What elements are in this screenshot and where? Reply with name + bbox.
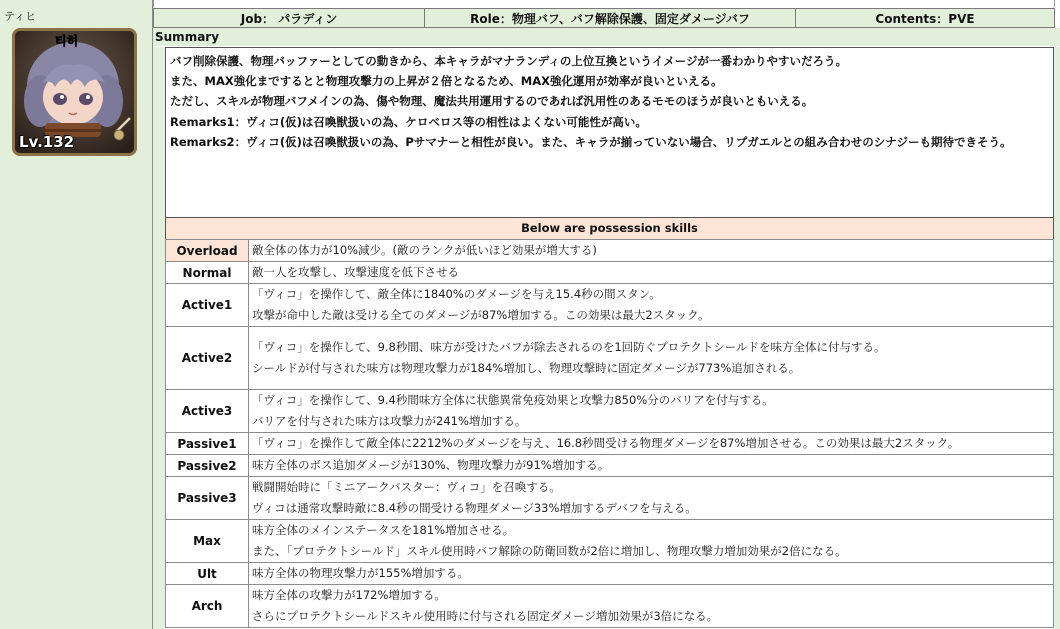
table-row	[166, 390, 1054, 433]
skill-line: さらにプロテクトシールドスキル使用時に付与される固定ダメージ増加効果が3倍になる。	[252, 609, 719, 623]
skill-name: Passive3	[166, 477, 249, 520]
skill-line: シールドが付与された味方は物理攻撃力が184%増加し、物理攻撃時に固定ダメージが773%追加される。	[252, 361, 801, 375]
table-row	[166, 585, 1054, 628]
character-name: ティヒ	[4, 10, 37, 23]
table-row	[166, 563, 1054, 585]
divider	[153, 0, 154, 7]
table-row	[166, 455, 1054, 477]
skill-name: Normal	[166, 262, 249, 284]
divider	[1054, 0, 1055, 7]
margin-strip	[153, 47, 165, 629]
skill-line: また、「プロテクトシールド」スキル使用時バフ解除の防衛回数が2倍に増加し、物理攻撃力増加効果が2倍になる。	[252, 544, 847, 558]
skill-line: 「ヴィコ」を操作して、9.4秒間味方全体に状態異常免疫効果と攻撃力850%分のバリアを付与する。	[252, 393, 774, 407]
skill-line: 「ヴィコ」を操作して敵全体に2212%のダメージを与え、16.8秒間受ける物理ダメージを87%増加させる。この効果は最大2スタック。	[252, 436, 960, 450]
skill-line: 味方全体のボス追加ダメージが130%、物理攻撃力が91%増加する。	[252, 458, 610, 472]
skill-name: Passive2	[166, 455, 249, 477]
table-row	[166, 433, 1054, 455]
skill-name: Active3	[166, 390, 249, 433]
skill-description	[249, 262, 1054, 284]
skill-name: Arch	[166, 585, 249, 628]
summary-box	[165, 47, 1054, 218]
summary-line: ただし、スキルが物理バフメインの為、傷や物理、魔法共用運用するのであれば汎用性のあるモモのほうが良いともいえる。	[170, 94, 814, 109]
skill-description	[249, 284, 1054, 327]
level-badge: Lv.132	[19, 133, 75, 151]
skill-line: 「ヴィコ」を操作して、敵全体に1840%のダメージを与え15.4秒の間スタン。	[252, 287, 661, 301]
summary-line: Remarks1：ヴィコ(仮)は召喚獣扱いの為、ケロベロス等の相性はよくない可能性が高い。	[170, 114, 647, 129]
skill-line: 敵全体の体力が10%減少。(敵のランクが低いほど効果が増大する)	[252, 243, 597, 257]
skill-description	[249, 390, 1054, 433]
table-row	[166, 477, 1054, 520]
skill-name: Active1	[166, 284, 249, 327]
possession-skills-title: Below are possession skills	[165, 218, 1054, 239]
skill-line: 攻撃が命中した敵は受ける全てのダメージが87%増加する。この効果は最大2スタック。	[252, 308, 710, 322]
skill-name: Ult	[166, 563, 249, 585]
skill-line: 戦闘開始時に「ミニアークバスター：ヴィコ」を召喚する。	[252, 480, 561, 494]
skill-description	[249, 455, 1054, 477]
skill-line: バリアを付与された味方は攻撃力が241%増加する。	[252, 414, 527, 428]
summary-label: Summary	[153, 28, 1060, 46]
svg-text:티히: 티히	[55, 34, 79, 48]
job-cell: Job： パラディン	[153, 8, 425, 28]
skill-description	[249, 585, 1054, 628]
margin-strip	[1054, 47, 1060, 629]
skill-line: 味方全体の攻撃力が172%増加する。	[252, 588, 446, 602]
summary-line: Remarks2：ヴィコ(仮)は召喚獣扱いの為、Pサマナーと相性が良い。また、キャラが揃っていない場合、リプガエルとの組み合わせのシナジーも期待できそう。	[170, 134, 1012, 149]
skill-description	[249, 327, 1054, 390]
summary-line: バフ削除保護、物理バッファーとしての動きから、本キャラがマナランディの上位互換というイメージが一番わかりやすいだろう。	[170, 54, 847, 68]
table-row	[166, 327, 1054, 390]
skill-name: Active2	[166, 327, 249, 390]
skill-line: 「ヴィコ」を操作して、9.8秒間、味方が受けたバフが除去されるのを1回防ぐプロテクトシールドを味方全体に付与する。	[252, 340, 886, 354]
skill-name: Passive1	[166, 433, 249, 455]
skill-line: 味方全体のメインステータスを181%増加させる。	[252, 523, 515, 537]
skill-description	[249, 240, 1054, 262]
skill-line: 味方全体の物理攻撃力が155%増加する。	[252, 566, 469, 580]
table-row	[166, 240, 1054, 262]
table-row	[166, 520, 1054, 563]
skill-line: 敵一人を攻撃し、攻撃速度を低下させる	[252, 265, 459, 279]
table-row	[166, 262, 1054, 284]
skill-description	[249, 520, 1054, 563]
skill-name: Overload	[166, 240, 249, 262]
role-cell: Role：物理バフ、バフ解除保護、固定ダメージバフ	[424, 8, 796, 28]
skills-table	[165, 239, 1054, 628]
skill-description	[249, 433, 1054, 455]
summary-line: また、MAX強化までするとと物理攻撃力の上昇が２倍となるため、MAX強化運用が効率が良いといえる。	[170, 74, 723, 89]
skill-line: ヴィコは通常攻撃時敵に8.4秒の間受ける物理ダメージ33%増加するデバフを与える。	[252, 501, 697, 515]
table-row	[166, 284, 1054, 327]
skill-description	[249, 477, 1054, 520]
skill-name: Max	[166, 520, 249, 563]
contents-cell: Contents：PVE	[795, 8, 1055, 28]
character-portrait	[12, 28, 137, 156]
skill-description	[249, 563, 1054, 585]
